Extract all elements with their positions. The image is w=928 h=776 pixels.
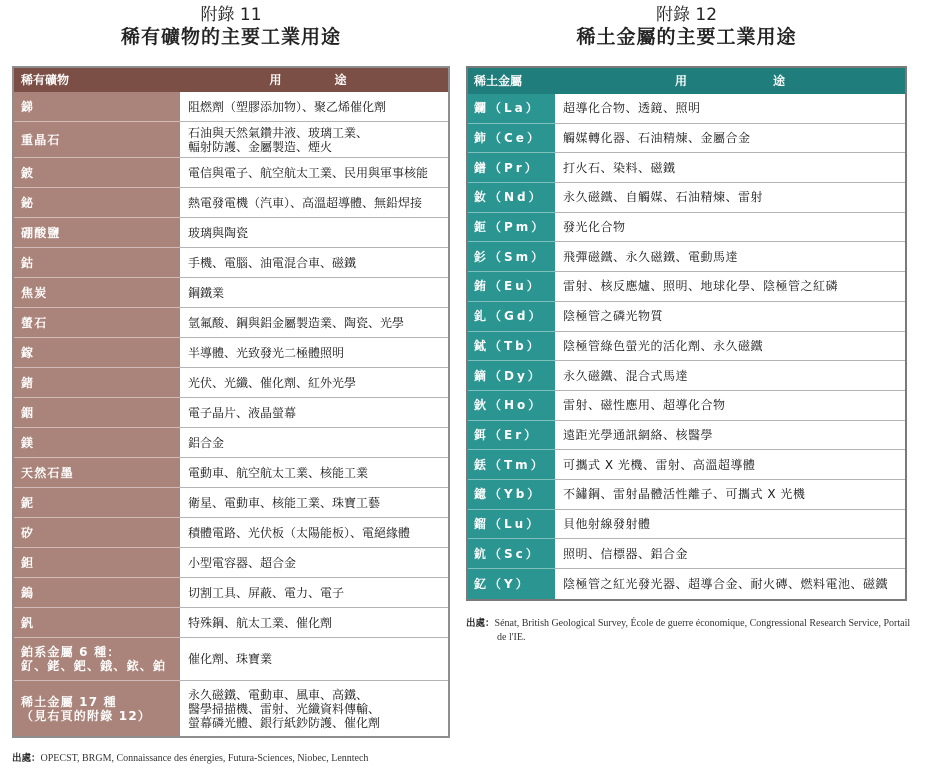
mineral-name-cell <box>14 488 180 518</box>
uses-cell <box>555 242 905 272</box>
table-row <box>468 153 905 183</box>
uses-text: 衛星、電動車、核能工業、珠寶工藝 <box>188 495 381 510</box>
element-name: 釹（Nd） <box>474 190 544 205</box>
uses-cell <box>555 183 905 213</box>
element-name-cell <box>468 539 555 569</box>
uses-cell <box>180 608 448 638</box>
uses-text: 鋁合金 <box>188 435 225 450</box>
uses-text: 阻燃劑（塑膠添加物）、聚乙烯催化劑 <box>188 99 387 114</box>
table-row <box>14 278 448 308</box>
uses-cell <box>555 450 905 480</box>
table-row <box>468 391 905 421</box>
uses-text: 光伏、光纖、催化劑、紅外光學 <box>188 375 357 390</box>
element-name: 鈰（Ce） <box>474 131 542 146</box>
uses-cell <box>180 248 448 278</box>
table-row <box>14 248 448 278</box>
uses-cell <box>555 510 905 540</box>
mineral-name-cell <box>14 338 180 368</box>
element-name-cell <box>468 569 555 599</box>
uses-text: 不鏽鋼、雷射晶體活性離子、可攜式 X 光機 <box>563 487 806 502</box>
appendix-12-source-note <box>466 617 912 645</box>
header-material <box>14 68 180 92</box>
mineral-name-cell <box>14 638 180 681</box>
element-name: 銪（Eu） <box>474 279 542 294</box>
uses-cell <box>555 421 905 451</box>
table-row <box>468 242 905 272</box>
mineral-name: 鎢 <box>21 585 35 600</box>
uses-text: 手機、電腦、油電混合車、磁鐵 <box>188 255 357 270</box>
uses-text: 永久磁鐵、電動車、風車、高鐵、 <box>188 687 369 702</box>
mineral-name-cell <box>14 368 180 398</box>
header-uses-label: 用途 <box>269 73 400 87</box>
table-row <box>468 569 905 599</box>
uses-text: 輻射防護、金屬製造、煙火 <box>188 139 333 154</box>
uses-cell <box>180 458 448 488</box>
uses-cell <box>180 428 448 458</box>
element-name-cell <box>468 94 555 124</box>
uses-text: 雷射、核反應爐、照明、地球化學、陰極管之紅磷 <box>563 279 839 294</box>
mineral-name: 鈷 <box>21 255 35 270</box>
table-row <box>14 608 448 638</box>
element-name-cell <box>468 183 555 213</box>
uses-cell <box>180 398 448 428</box>
appendix-11-heading <box>12 5 450 49</box>
source-text: Sénat, British Geological Survey, École de guerre économique, Congressional Research Service, Portail de l'IE. <box>494 618 911 643</box>
uses-text: 石油與天然氣鑽井液、玻璃工業、 <box>188 125 369 140</box>
uses-cell <box>555 302 905 332</box>
element-name-cell <box>468 450 555 480</box>
mineral-name-cell <box>14 548 180 578</box>
mineral-name: 銦 <box>21 405 35 420</box>
mineral-name: 焦炭 <box>21 285 48 300</box>
uses-text: 可攜式 X 光機、雷射、高溫超導體 <box>563 457 756 472</box>
uses-text: 氫氟酸、鋼與鋁金屬製造業、陶瓷、光學 <box>188 315 405 330</box>
element-name-cell <box>468 480 555 510</box>
uses-text: 催化劑、珠寶業 <box>188 652 273 666</box>
element-name: 鉺（Er） <box>474 427 540 442</box>
uses-cell <box>555 569 905 599</box>
uses-cell <box>180 122 448 158</box>
element-name-cell <box>468 213 555 243</box>
mineral-name: 螢石 <box>21 315 48 330</box>
table-row <box>468 361 905 391</box>
mineral-name: 鉍 <box>21 195 35 210</box>
mineral-name: 銻 <box>21 99 35 114</box>
table-header-row <box>14 68 448 92</box>
table-row <box>468 272 905 302</box>
element-name-cell <box>468 332 555 362</box>
mineral-name: 稀土金屬 17 種 <box>21 694 117 709</box>
element-name-cell <box>468 272 555 302</box>
mineral-name-cell <box>14 681 180 736</box>
mineral-name: 鎵 <box>21 345 35 360</box>
uses-cell <box>555 153 905 183</box>
uses-text: 玻璃與陶瓷 <box>188 225 249 240</box>
uses-text: 電信與電子、航空航太工業、民用與軍事核能 <box>188 165 429 180</box>
uses-text: 半導體、光致發光二極體照明 <box>188 345 345 360</box>
table-row <box>468 302 905 332</box>
uses-text: 雷射、磁性應用、超導化合物 <box>563 398 726 413</box>
table-row <box>468 480 905 510</box>
uses-text: 積體電路、光伏板（太陽能板）、電絕緣體 <box>188 525 411 540</box>
table-row <box>14 488 448 518</box>
table-row <box>14 398 448 428</box>
uses-cell <box>180 92 448 122</box>
source-label: 出處： <box>12 753 41 764</box>
appendix-12-heading <box>466 5 907 49</box>
uses-text: 發光化合物 <box>563 220 626 235</box>
element-name: 鈥（Ho） <box>474 398 544 413</box>
uses-text: 飛彈磁鐵、永久磁鐵、電動馬達 <box>563 249 739 264</box>
mineral-name: 鉭 <box>21 555 35 570</box>
uses-text: 永久磁鐵、自觸媒、石油精煉、雷射 <box>563 190 764 205</box>
uses-text: 小型電容器、超合金 <box>188 555 297 570</box>
uses-text: 熱電發電機（汽車）、高溫超導體、無鉛焊接 <box>188 195 423 210</box>
uses-text: 遠距光學通訊網絡、核醫學 <box>563 427 714 442</box>
uses-text: 切割工具、屏蔽、電力、電子 <box>188 585 345 600</box>
header-material <box>468 68 555 94</box>
uses-cell <box>180 338 448 368</box>
table-row <box>14 308 448 338</box>
table-row <box>468 539 905 569</box>
mineral-name-cell <box>14 278 180 308</box>
mineral-name: 釩 <box>21 615 35 630</box>
table-row <box>14 188 448 218</box>
element-name: 鐿（Yb） <box>474 487 543 502</box>
mineral-name-cell <box>14 398 180 428</box>
table-row <box>468 124 905 154</box>
table-header-row <box>468 68 905 94</box>
table-row <box>14 368 448 398</box>
source-label: 出處： <box>466 618 495 629</box>
element-name-cell <box>468 510 555 540</box>
uses-cell <box>555 213 905 243</box>
element-name-cell <box>468 421 555 451</box>
header-uses <box>555 68 905 94</box>
mineral-name-cell <box>14 518 180 548</box>
mineral-name-cell <box>14 458 180 488</box>
uses-cell <box>180 681 448 736</box>
table-row <box>468 421 905 451</box>
uses-cell <box>180 218 448 248</box>
uses-cell <box>180 578 448 608</box>
element-name: 鉕（Pm） <box>474 220 547 235</box>
mineral-name: 重晶石 <box>21 132 61 147</box>
mineral-name: 鈹 <box>21 165 35 180</box>
table-row <box>14 681 448 736</box>
uses-text: 超導化合物、透鏡、照明 <box>563 101 701 116</box>
uses-cell <box>180 278 448 308</box>
uses-text: 陰極管之磷光物質 <box>563 309 664 324</box>
table-row <box>14 428 448 458</box>
uses-text: 貝他射線發射體 <box>563 516 651 531</box>
table-row <box>468 332 905 362</box>
uses-cell <box>180 158 448 188</box>
mineral-name-cell <box>14 608 180 638</box>
mineral-name: 釕、銠、鈀、鋨、銥、鉑 <box>21 659 167 673</box>
uses-cell <box>180 638 448 681</box>
source-text: OPECST, BRGM, Connaissance des énergies, Futura-Sciences, Niobec, Lenntech <box>40 753 369 764</box>
mineral-name-cell <box>14 218 180 248</box>
appendix-11-label: 附錄 11 <box>200 5 262 25</box>
element-name: 釓（Gd） <box>474 309 544 324</box>
uses-text: 打火石、染料、磁鐵 <box>563 160 676 175</box>
table-row <box>14 578 448 608</box>
mineral-name: 鎂 <box>21 435 35 450</box>
mineral-name: 矽 <box>21 525 35 540</box>
uses-cell <box>555 480 905 510</box>
table-row <box>14 218 448 248</box>
appendix-12-label: 附錄 12 <box>655 5 718 25</box>
table-row <box>14 458 448 488</box>
uses-cell <box>555 361 905 391</box>
element-name: 鐠（Pr） <box>474 160 540 175</box>
header-material-label: 稀土金屬 <box>474 74 523 88</box>
mineral-name: 天然石墨 <box>21 465 74 480</box>
uses-text: 醫學掃描機、雷射、光纖資料傳輸、 <box>188 701 381 716</box>
rare-minerals-table <box>12 66 450 738</box>
uses-text: 照明、信標器、鋁合金 <box>563 546 689 561</box>
mineral-name-cell <box>14 578 180 608</box>
appendix-11-title: 稀有礦物的主要工業用途 <box>120 26 341 48</box>
element-name: 鎦（Lu） <box>474 516 542 531</box>
table-row <box>468 510 905 540</box>
mineral-name: 鉑系金屬 6 種： <box>21 645 121 659</box>
table-row <box>468 450 905 480</box>
table-row <box>468 94 905 124</box>
mineral-name-cell <box>14 248 180 278</box>
header-material-label: 稀有礦物 <box>21 73 70 87</box>
uses-cell <box>555 332 905 362</box>
mineral-name-cell <box>14 122 180 158</box>
element-name-cell <box>468 124 555 154</box>
table-row <box>468 213 905 243</box>
table-row <box>14 638 448 681</box>
uses-cell <box>555 272 905 302</box>
element-name: 鋱（Tb） <box>474 338 542 353</box>
element-name-cell <box>468 302 555 332</box>
mineral-name: 鈮 <box>21 495 35 510</box>
element-name: 釤（Sm） <box>474 249 547 264</box>
table-row <box>468 183 905 213</box>
uses-text: 陰極管綠色螢光的活化劑、永久磁鐵 <box>563 338 764 353</box>
uses-cell <box>555 539 905 569</box>
mineral-name-cell <box>14 308 180 338</box>
element-name-cell <box>468 391 555 421</box>
mineral-name-cell <box>14 428 180 458</box>
uses-cell <box>180 308 448 338</box>
rare-earth-metals-table <box>466 66 907 601</box>
element-name: 鏑（Dy） <box>474 368 543 383</box>
uses-text: 永久磁鐵、混合式馬達 <box>563 368 689 383</box>
table-row <box>14 518 448 548</box>
table-row <box>14 158 448 188</box>
mineral-name-cell <box>14 188 180 218</box>
uses-text: 電動車、航空航太工業、核能工業 <box>188 465 369 480</box>
uses-cell <box>180 368 448 398</box>
uses-cell <box>180 188 448 218</box>
uses-cell <box>555 391 905 421</box>
element-name-cell <box>468 242 555 272</box>
uses-cell <box>555 124 905 154</box>
mineral-name: （見右頁的附錄 12） <box>21 708 152 723</box>
table-row <box>14 548 448 578</box>
element-name-cell <box>468 361 555 391</box>
uses-text: 特殊鋼、航太工業、催化劑 <box>188 615 333 630</box>
element-name: 鑭（La） <box>474 101 541 116</box>
uses-text: 陰極管之紅光發光器、超導合金、耐火磚、燃料電池、磁鐵 <box>563 576 889 591</box>
uses-cell <box>180 548 448 578</box>
table-row <box>14 92 448 122</box>
uses-cell <box>180 488 448 518</box>
header-uses <box>180 68 448 92</box>
table-row <box>14 122 448 158</box>
table-row <box>14 338 448 368</box>
mineral-name-cell <box>14 158 180 188</box>
uses-cell <box>180 518 448 548</box>
element-name: 銩（Tm） <box>474 457 546 472</box>
uses-text: 觸媒轉化器、石油精煉、金屬合金 <box>563 131 751 146</box>
header-uses-label: 用途 <box>674 74 871 88</box>
element-name: 鈧（Sc） <box>474 546 541 561</box>
element-name-cell <box>468 153 555 183</box>
uses-cell <box>555 94 905 124</box>
mineral-name: 硼酸鹽 <box>21 225 61 240</box>
appendix-11-source-note <box>12 752 612 766</box>
mineral-name-cell <box>14 92 180 122</box>
mineral-name: 鍺 <box>21 375 35 390</box>
appendix-12-title: 稀土金屬的主要工業用途 <box>576 26 797 48</box>
element-name: 釔（Y） <box>474 576 531 591</box>
uses-text: 鋼鐵業 <box>188 285 225 300</box>
uses-text: 電子晶片、液晶螢幕 <box>188 405 297 420</box>
uses-text: 螢幕磷光體、銀行紙鈔防護、催化劑 <box>188 715 381 730</box>
